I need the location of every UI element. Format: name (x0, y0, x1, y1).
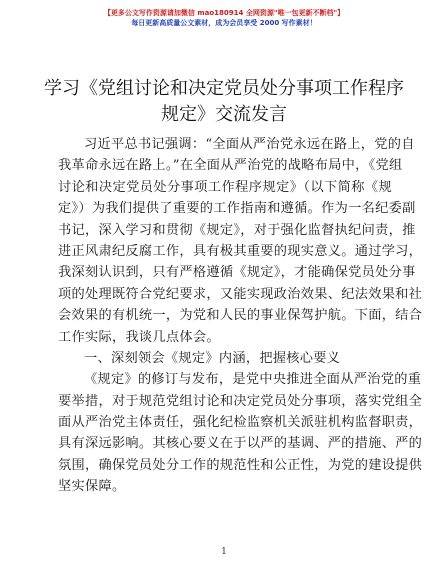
promo-banner (0, 8, 448, 28)
promo-banner-line-1: 【更多公文写作资源请加微信 mao180914 全网资源"唯一包更新不断档"】 (103, 9, 345, 17)
section-heading-1: 一、深刻领会《规定》内涵，把握核心要义 (84, 350, 341, 366)
paragraph-1-line: 定》）为我们提供了重要的工作指南和遵循。作为一名纪委副 (58, 201, 416, 217)
paragraph-2-line: 面从严治党主体责任，强化纪检监察机关派驻机构监督职责， (58, 415, 423, 431)
paragraph-2-line: 《规定》的修订与发布，是党中央推进全面从严治党的重 (84, 372, 422, 388)
document-title (40, 76, 408, 128)
paragraph-1-line: 会效果的有机统一，为党和人民的事业保驾护航。下面，结合 (58, 308, 423, 324)
paragraph-2-line: 坚实保障。 (58, 479, 126, 495)
page-number: 1 (221, 547, 227, 557)
promo-banner-line-2: 每日更新高质量公文素材，成为会员享受 2000 写作素材！ (131, 19, 317, 27)
document-title-line-1: 学习《党组讨论和决定党员处分事项工作程序 (44, 78, 404, 99)
paragraph-2-line: 氛围，确保党员处分工作的规范性和公正性，为党的建设提供 (58, 457, 423, 473)
document-title-line-2: 规定》交流发言 (161, 104, 287, 125)
paragraph-1-line: 习近平总书记强调：“全面从严治党永远在路上，党的自 (84, 137, 415, 152)
paragraph-1-line: 我深刻认识到，只有严格遵循《规定》，才能确保党员处分事 (58, 265, 416, 281)
paragraph-1-line: 进正风肃纪反腐工作，具有极其重要的现实意义。通过学习， (58, 243, 423, 259)
paragraph-1-line: 项的处理既符合党纪要求，又能实现政治效果、纪法效果和社 (58, 286, 423, 302)
document-body (58, 134, 423, 498)
paragraph-2-line: 具有深远影响。其核心要义在于以严的基调、严的措施、严的 (58, 436, 423, 452)
paragraph-1-line: 我革命永远在路上。”在全面从严治党的战略布局中，《党组 (58, 158, 403, 174)
paragraph-1-line: 讨论和决定党员处分事项工作程序规定》（以下简称《规 (58, 179, 392, 195)
paragraph-1-line: 书记，深入学习和贯彻《规定》，对于强化监督执纪问责，推 (58, 222, 416, 238)
paragraph-2-line: 要举措，对于规范党组讨论和决定党员处分事项，落实党组全 (58, 393, 423, 409)
paragraph-1-line: 工作实际，我谈几点体会。 (58, 329, 220, 345)
